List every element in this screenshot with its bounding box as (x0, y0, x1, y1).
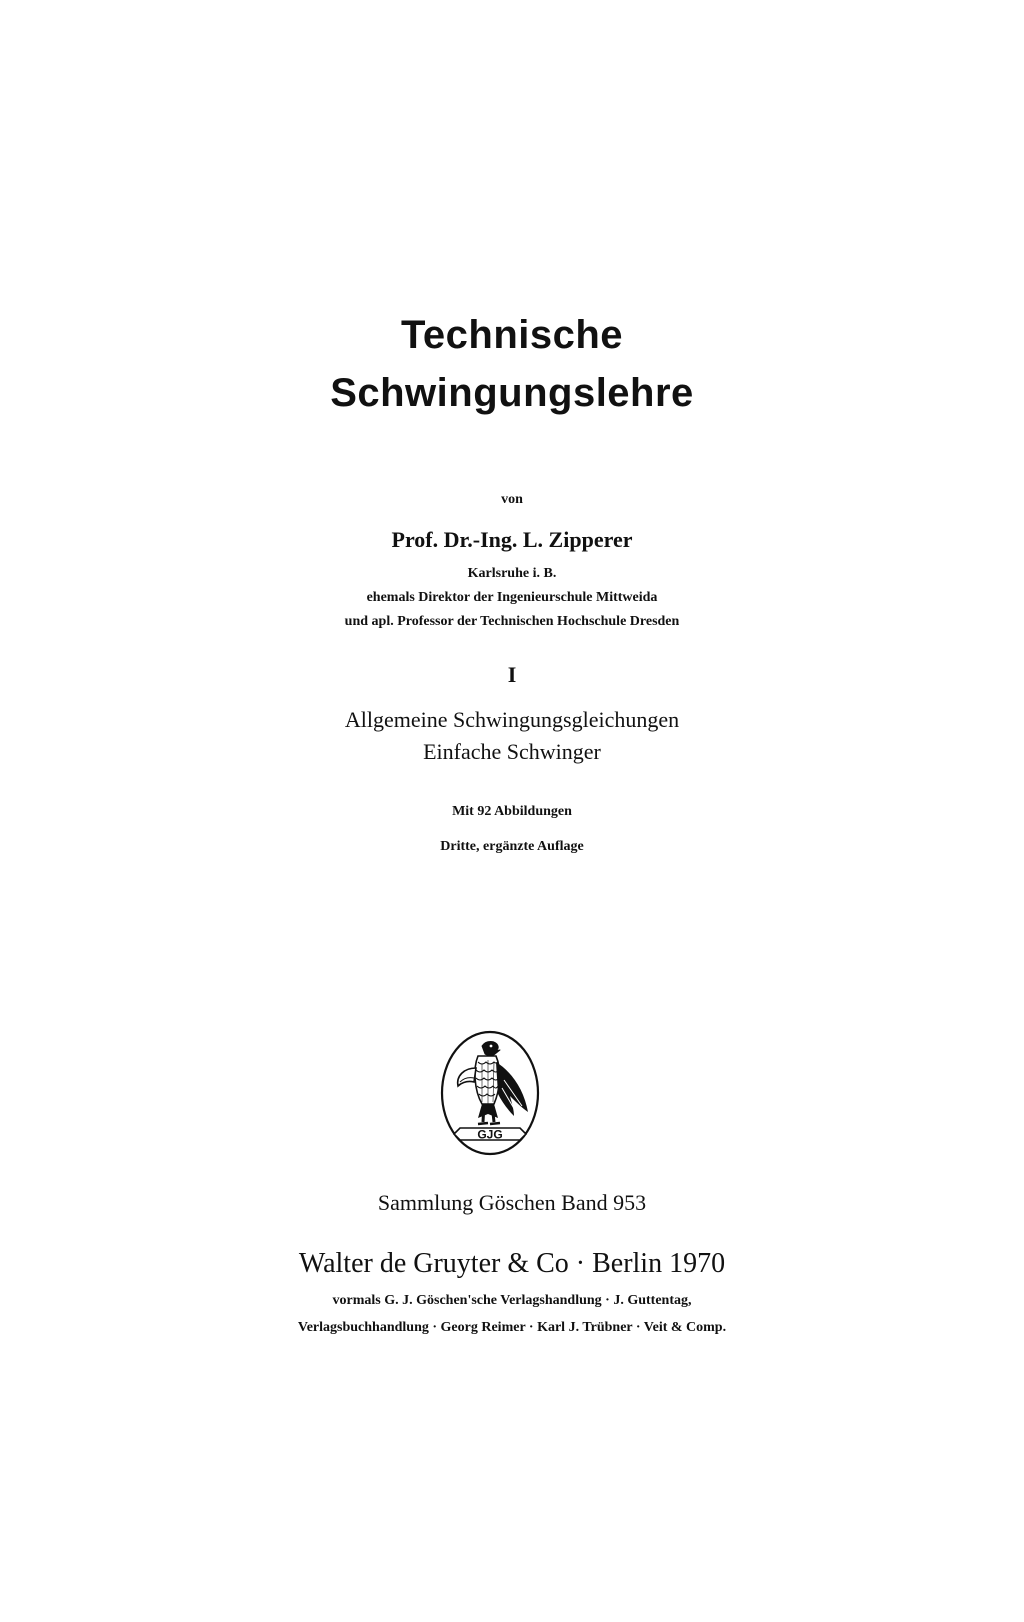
publisher-logo (438, 1028, 542, 1158)
author-affiliation-line-2: ehemals Direktor der Ingenieurschule Mittweida (366, 590, 658, 605)
former-publishers-line-2: Verlagsbuchhandlung · Georg Reimer · Karl J. Trübner · Veit & Comp. (297, 1320, 727, 1335)
subtitle-line-1: Allgemeine Schwingungsgleichungen (344, 707, 680, 732)
logo-monogram: GJG (477, 1127, 503, 1142)
book-title (0, 306, 1024, 422)
series-name: Sammlung Göschen Band 953 (377, 1190, 647, 1215)
author-affiliation-line-1: Karlsruhe i. B. (467, 566, 557, 581)
book-title-line-1: Technische (400, 313, 624, 357)
book-title-line-2: Schwingungslehre (330, 371, 694, 415)
former-publishers-line-1: vormals G. J. Göschen'sche Verlagshandlung · J. Guttentag, (332, 1293, 692, 1308)
subtitle-line-2: Einfache Schwinger (423, 739, 601, 764)
publisher-line: Walter de Gruyter & Co · Berlin 1970 (298, 1248, 726, 1279)
byline: von (501, 492, 523, 507)
author-affiliation-line-3: und apl. Professor der Technischen Hochschule Dresden (344, 614, 680, 629)
volume-number: I (507, 662, 517, 687)
eagle-icon (438, 1028, 542, 1158)
edition-note: Dritte, ergänzte Auflage (440, 839, 584, 854)
author-name: Prof. Dr.-Ing. L. Zipperer (391, 527, 633, 552)
illustrations-note: Mit 92 Abbildungen (452, 804, 572, 819)
